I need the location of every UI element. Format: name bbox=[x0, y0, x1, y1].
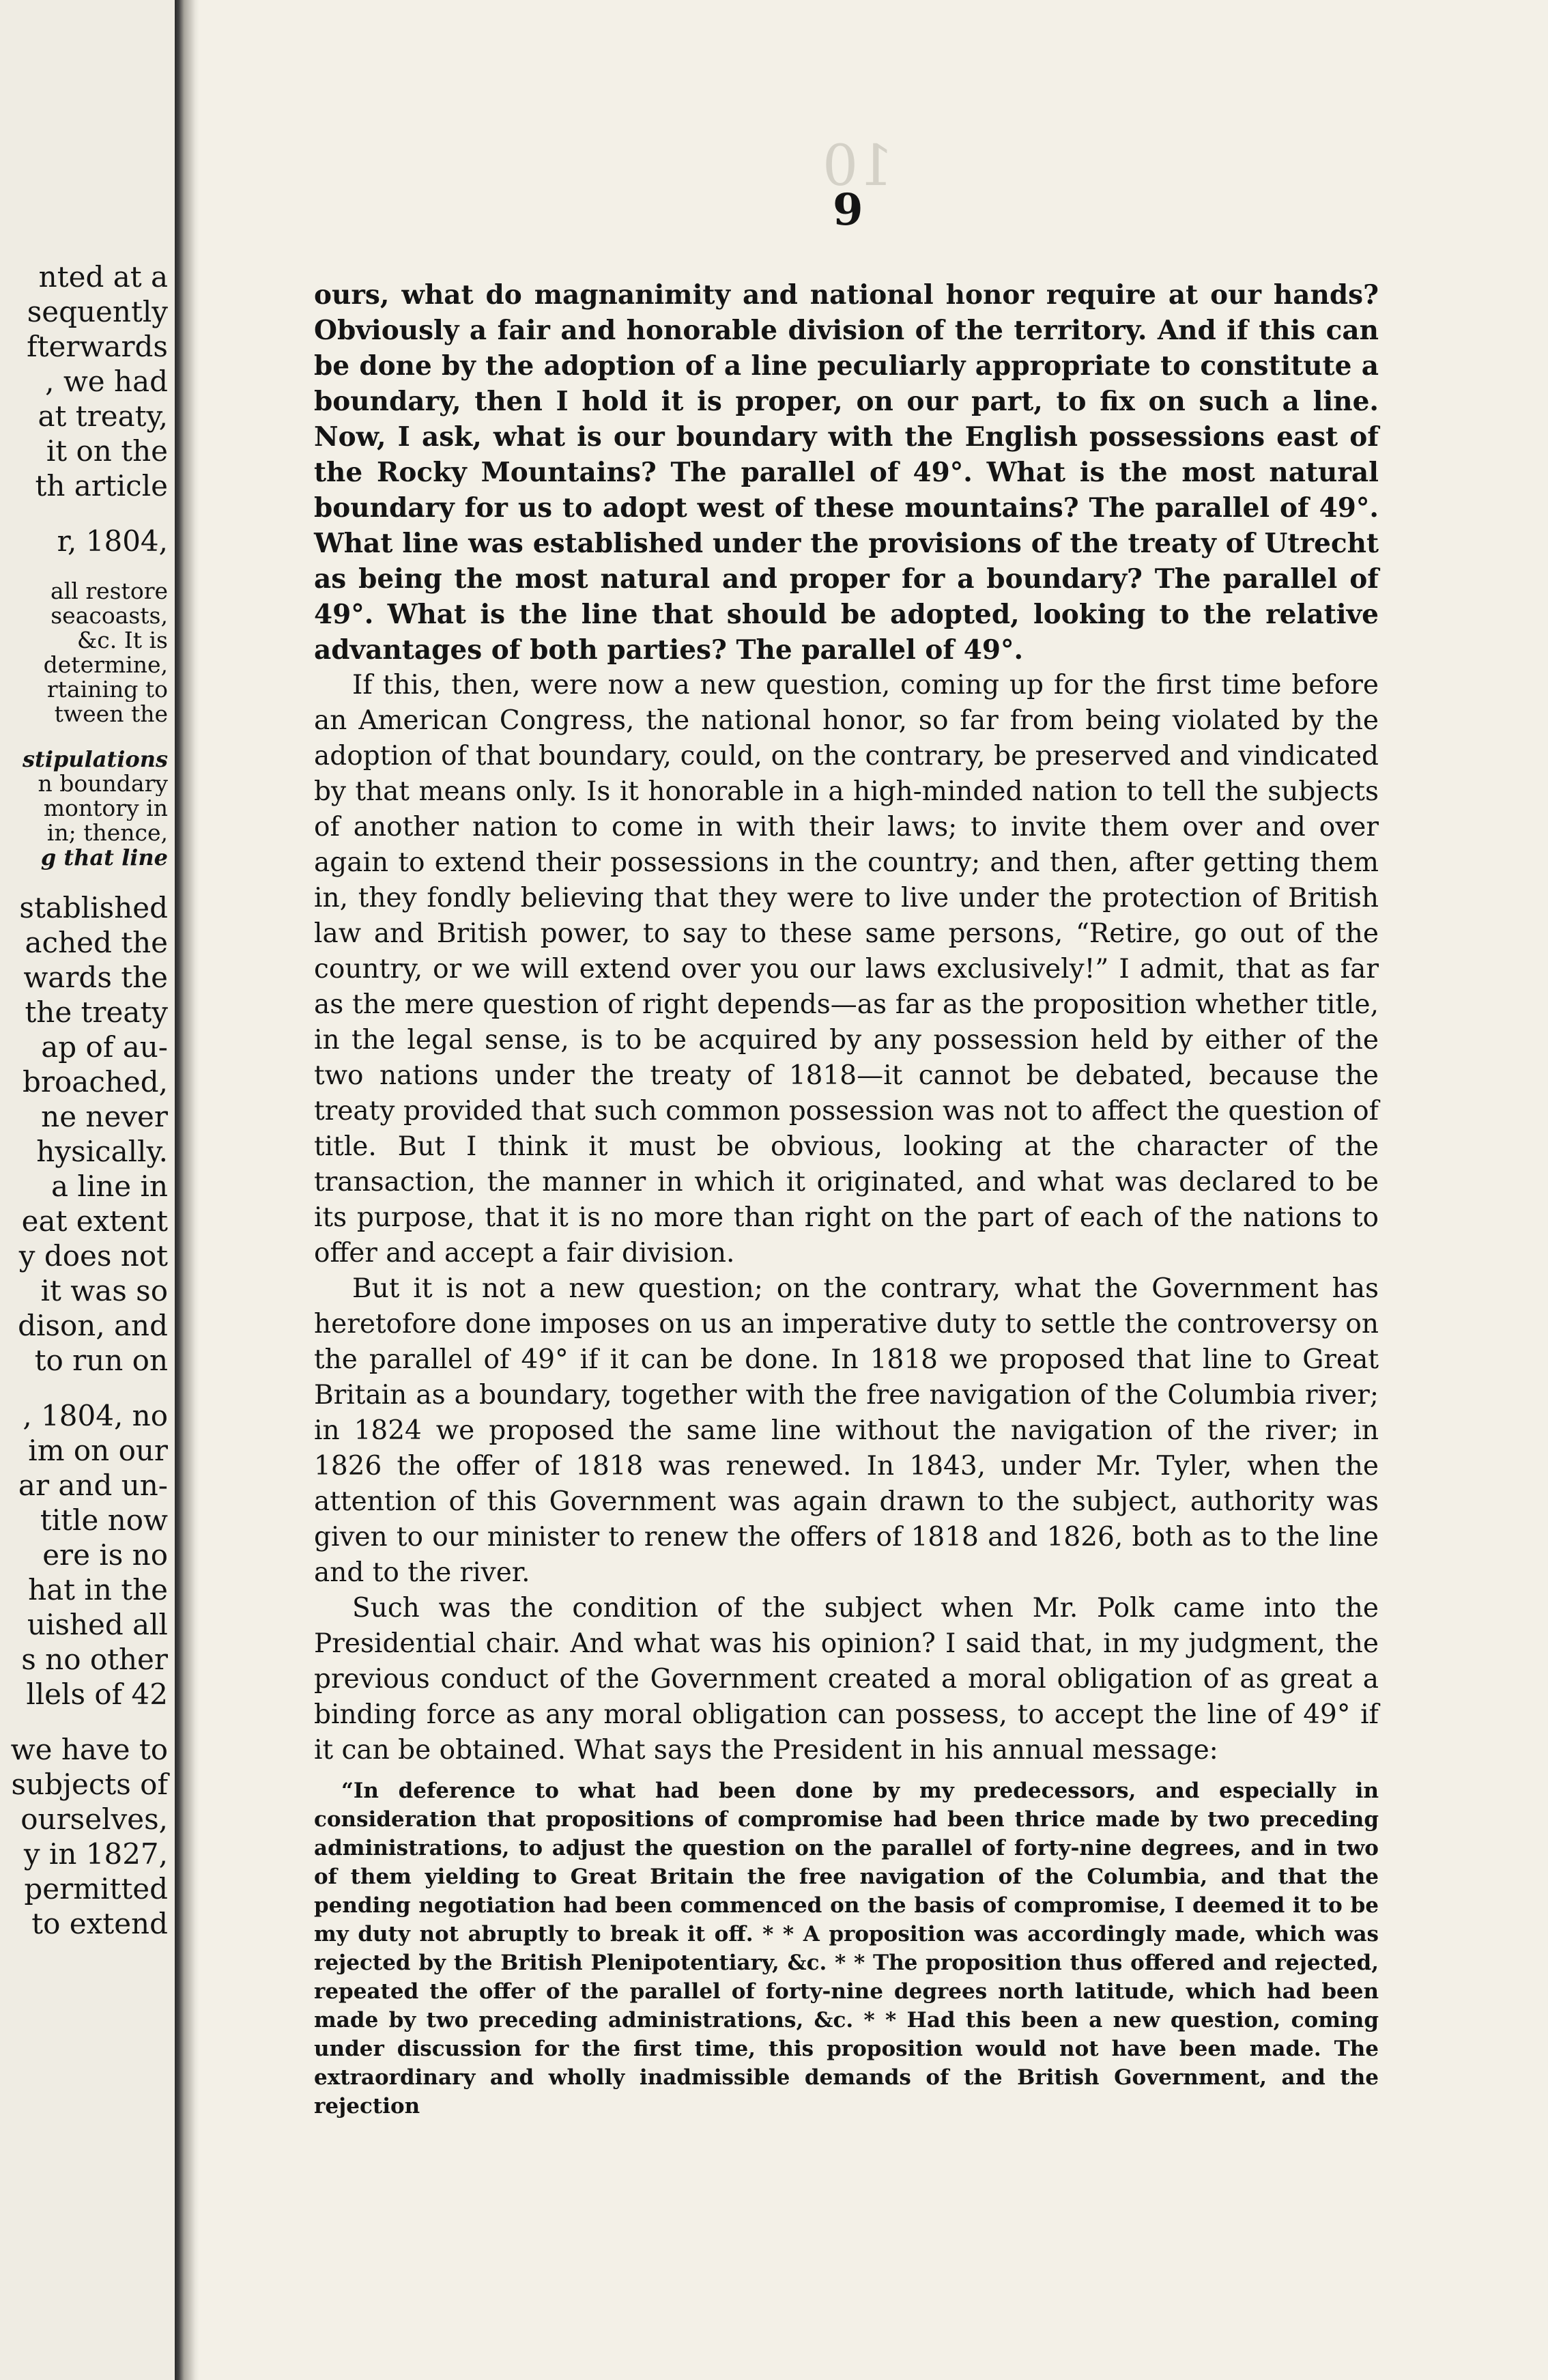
left-page-line: tween the bbox=[54, 702, 168, 726]
left-page-line: ap of au- bbox=[41, 1030, 168, 1064]
paragraph-1: ours, what do magnanimity and national honor require at our hands? Obviously a fair and honorable division of the territory. And if this can be done by the adoption of a line peculiarly appropriate to constitute a boundary, then I hold it is proper, on our part, to fix on such a line. Now, I ask, what is our boundary with the English possessions east of the Rocky Mountains? The parallel of 49°. What is the most natural boundary for us to adopt west of these mountains? The parallel of 49°. What line was established under the provisions of the treaty of Utrecht as being the most natural and proper for a boundary? The parallel of 49°. What is the line that should be adopted, looking to the relative advantages of both parties? The parallel of 49°. bbox=[314, 279, 1379, 666]
left-page-line: llels of 42 bbox=[26, 1677, 168, 1711]
left-page-line: we have to bbox=[10, 1733, 168, 1766]
left-page-line: , 1804, no bbox=[23, 1399, 168, 1432]
body-text bbox=[314, 277, 1379, 2121]
left-page-line: it was so bbox=[40, 1274, 168, 1307]
main-page bbox=[205, 0, 1548, 2380]
left-page-line: the treaty bbox=[25, 995, 168, 1029]
left-page-line: im on our bbox=[28, 1434, 168, 1467]
left-page-line: sequently bbox=[27, 295, 168, 328]
left-page-line: uished all bbox=[27, 1608, 168, 1641]
left-page-line bbox=[0, 503, 175, 524]
left-page-line: determine, bbox=[43, 653, 168, 677]
left-page-line: eat extent bbox=[21, 1204, 168, 1238]
left-page-line: ourselves, bbox=[20, 1802, 168, 1836]
left-page-line: to run on bbox=[34, 1344, 168, 1377]
left-page-line: in; thence, bbox=[46, 821, 168, 845]
left-page-line: n boundary bbox=[38, 771, 168, 796]
left-page-line bbox=[0, 726, 175, 747]
left-page-line: hysically. bbox=[36, 1135, 168, 1168]
left-page-lines bbox=[0, 259, 175, 1941]
paragraph-4: Such was the condition of the subject when Mr. Polk came into the Presidential chair. And what was his opinion? I said that, in my judgment, the previous conduct of the Government created a moral obligation of as great a binding force as any moral obligation can possess, to accept the line of 49° if it can be obtained. What says the President in his annual message: bbox=[314, 1593, 1379, 1766]
left-page-line: y in 1827, bbox=[23, 1837, 168, 1871]
left-page-line: at treaty, bbox=[38, 399, 168, 433]
left-page-line: to extend bbox=[31, 1907, 168, 1940]
left-page-line: it on the bbox=[46, 434, 168, 468]
left-page-line: permitted bbox=[24, 1872, 168, 1906]
left-page-line: ere is no bbox=[42, 1538, 168, 1572]
left-page-line: wards the bbox=[23, 961, 168, 994]
left-page-line bbox=[0, 1378, 175, 1398]
paragraph-2: If this, then, were now a new question, coming up for the first time before an American Congress, the national honor, so far from being violated by the adoption of that boundary, could, on the contrary, be preserved and vindicated by that means only. Is it honorable in a high-minded nation to tell the subjects of another nation to come in with their laws; to invite them over and over again to extend their possessions in the country; and then, after getting them in, they fondly believing that they were to live under the protection of British law and British power, to say to these same persons, “Retire, go out of the country, or we will extend over you our laws exclusively!” I admit, that as far as the mere question of right depends—as far as the proposition whether title, in the legal sense, is to be acquired by any possession held by either of the two nations under the treaty of 1818—it cannot be debated, because the treaty provided that such common possession was not to affect the question of title. But I think it must be obvious, looking at the character of the transaction, the manner in which it originated, and what was declared to be its purpose, that it is no more than right on the part of each of the nations to offer and accept a fair division. bbox=[314, 670, 1379, 1269]
left-page-line: stipulations bbox=[22, 747, 168, 771]
left-page-line: th article bbox=[35, 469, 168, 502]
left-page-line: stablished bbox=[19, 891, 168, 924]
left-page-line: dison, and bbox=[18, 1309, 168, 1342]
left-page-line: s no other bbox=[21, 1643, 168, 1676]
left-page-line: r, 1804, bbox=[57, 524, 168, 558]
left-page-line bbox=[0, 870, 175, 890]
page-gutter bbox=[175, 0, 199, 2380]
left-page-line: g that line bbox=[40, 845, 168, 870]
bleed-through-page-number: 10 bbox=[822, 134, 894, 199]
left-page-line: seacoasts, bbox=[51, 604, 168, 628]
left-page-line: ar and un- bbox=[18, 1469, 168, 1502]
left-page-line: a line in bbox=[51, 1170, 168, 1203]
left-page-line: &c. It is bbox=[76, 628, 168, 653]
left-page-line: , we had bbox=[45, 365, 168, 398]
left-page-line: rtaining to bbox=[46, 677, 168, 702]
left-page-line bbox=[0, 558, 175, 579]
left-page-line: title now bbox=[40, 1503, 168, 1537]
left-page-line: ne never bbox=[41, 1100, 168, 1133]
left-page-fragment bbox=[0, 0, 175, 2380]
left-page-line: y does not bbox=[18, 1239, 168, 1273]
left-page-line: montory in bbox=[43, 796, 168, 821]
left-page-line: fterwards bbox=[27, 330, 168, 363]
left-page-line: ached the bbox=[25, 926, 168, 959]
left-page-line: hat in the bbox=[28, 1573, 168, 1606]
left-page-line: subjects of bbox=[11, 1768, 168, 1801]
page-number: 9 bbox=[833, 184, 863, 236]
left-page-line: broached, bbox=[23, 1065, 168, 1099]
left-page-line: all restore bbox=[51, 579, 168, 604]
left-page-line bbox=[0, 1712, 175, 1732]
paragraph-3: But it is not a new question; on the contrary, what the Government has heretofore done imposes on us an imperative duty to settle the controversy on the parallel of 49° if it can be done. In 1818 we proposed that line to Great Britain as a boundary, together with the free navigation of the Columbia river; in 1824 we proposed the same line without the navigation of the river; in 1826 the offer of 1818 was renewed. In 1843, under Mr. Tyler, when the attention of this Government was again drawn to the subject, authority was given to our minister to renew the offers of 1818 and 1826, both as to the line and to the river. bbox=[314, 1273, 1379, 1588]
presidential-message-quotation: “In deference to what had been done by my predecessors, and especially in consideration that propositions of compromise had been thrice made by two preceding administrations, to adjust the question on the parallel of forty-nine degrees, and in two of them yielding to Great Britain the free navigation of the Columbia, and that the pending negotiation had been commenced on the basis of compromise, I deemed it to be my duty not abruptly to break it off. * * A proposition was accordingly made, which was rejected by the British Plenipotentiary, &c. * * The proposition thus offered and rejected, repeated the offer of the parallel of forty-nine degrees north latitude, which had been made by two preceding administrations, &c. * * Had this been a new question, coming under discussion for the first time, this proposition would not have been made. The extraordinary and wholly inadmissible demands of the British Government, and the rejection bbox=[314, 1779, 1379, 2119]
left-page-line: nted at a bbox=[38, 260, 168, 294]
